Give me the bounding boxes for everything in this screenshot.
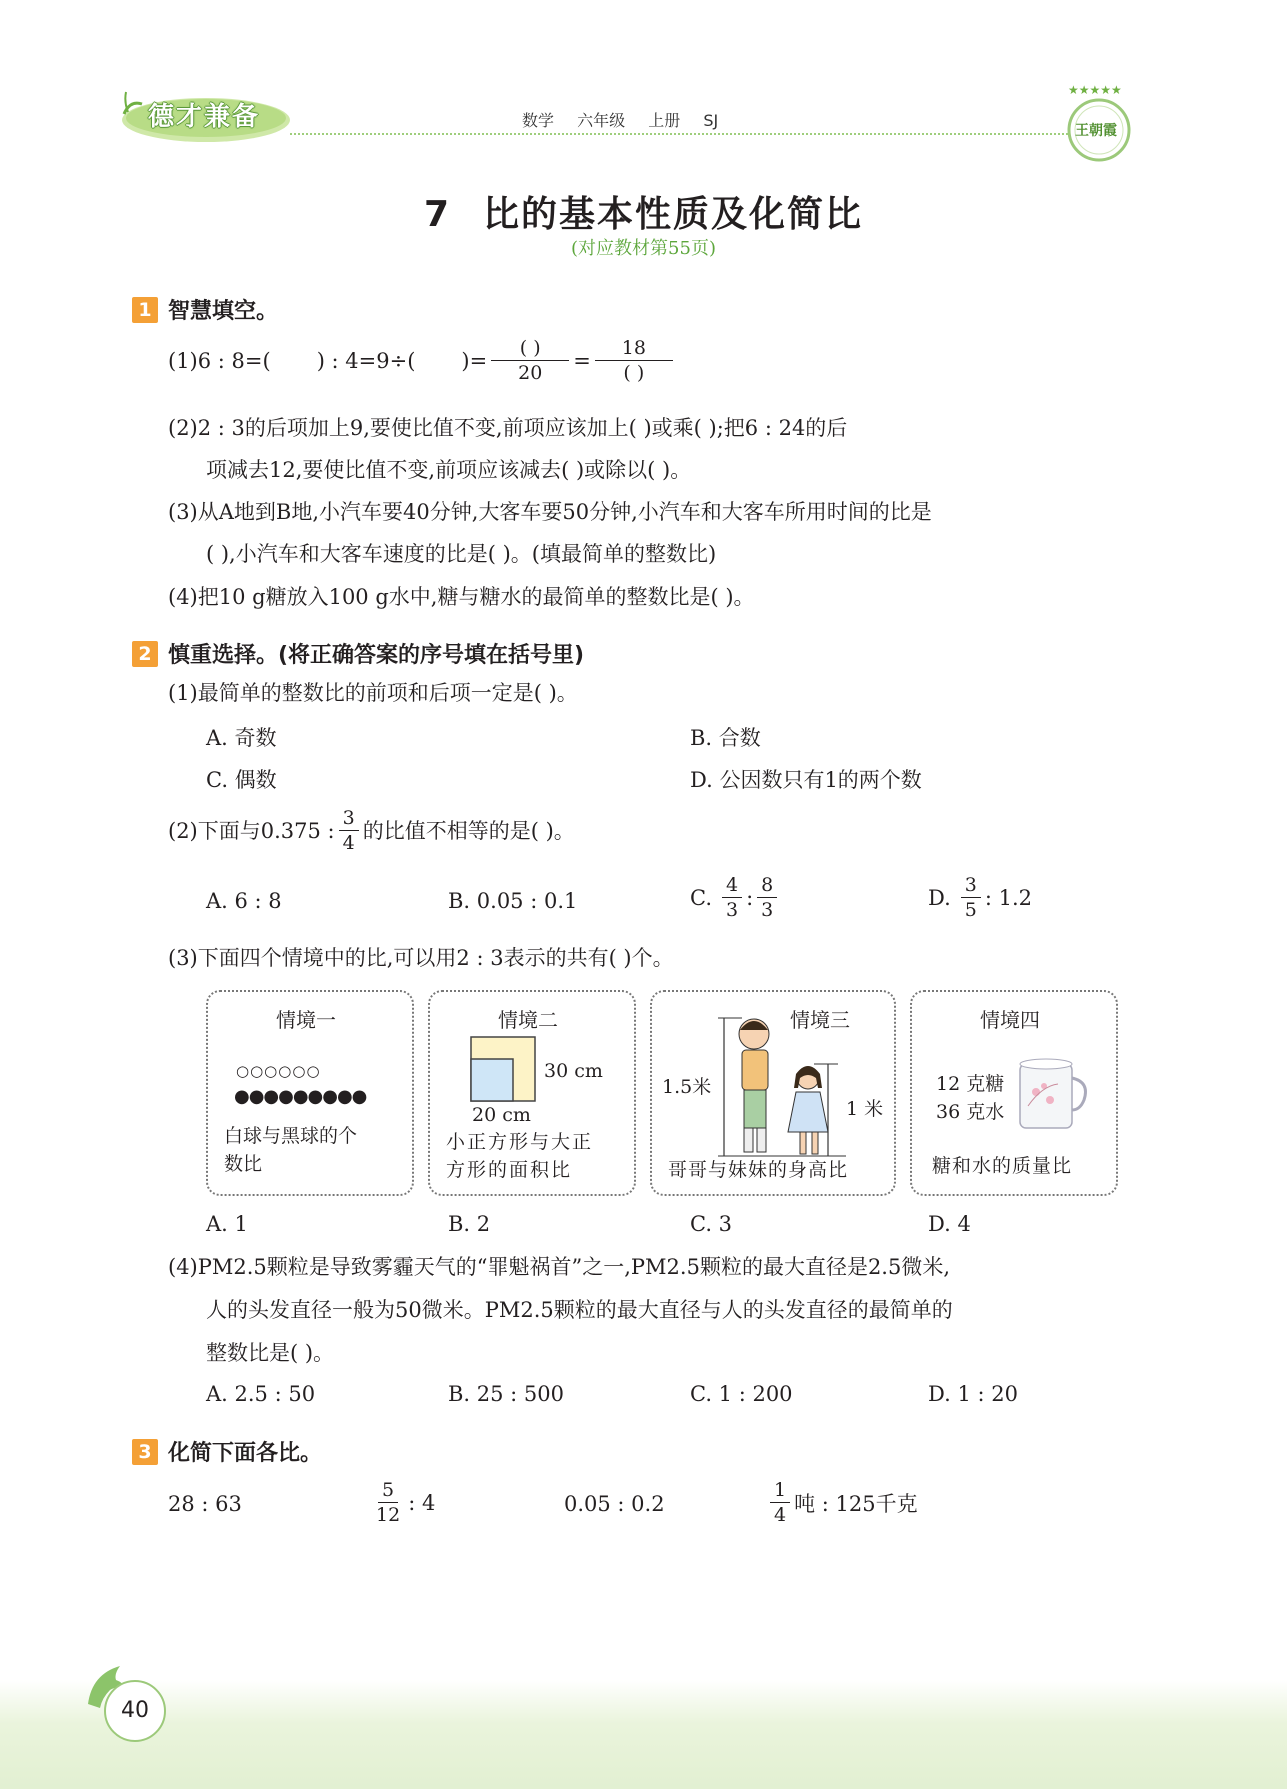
s2-q4-option-c: C. 1 : 200 bbox=[690, 1382, 793, 1406]
section2-title: 慎重选择。(将正确答案的序号填在括号里) bbox=[168, 643, 585, 668]
s2-q2-option-b: B. 0.05 : 0.1 bbox=[448, 889, 578, 913]
subject-label: 数学 bbox=[522, 111, 555, 130]
card-title: 情境一 bbox=[276, 1008, 336, 1032]
s2-q1-option-a: A. 奇数 bbox=[206, 726, 277, 750]
children-illustration-icon bbox=[716, 1012, 856, 1162]
s1-q4: (4)把10 g糖放入100 g水中,糖与糖水的最简单的整数比是( )。 bbox=[168, 585, 755, 609]
card-caption bbox=[224, 1122, 357, 1178]
card-title: 情境三 bbox=[790, 1008, 850, 1032]
card-title: 情境二 bbox=[498, 1008, 558, 1032]
fraction-denominator: 12 bbox=[376, 1504, 401, 1526]
s1-q1 bbox=[168, 336, 677, 385]
s3-expression-3: 0.05 : 0.2 bbox=[564, 1492, 665, 1516]
option-c-fraction1 bbox=[722, 873, 742, 922]
white-balls-icon: ○○○○○○ bbox=[236, 1062, 321, 1080]
fraction-denominator: 3 bbox=[726, 899, 739, 921]
s1-q1-fraction2 bbox=[595, 336, 673, 385]
grade-label: 六年级 bbox=[577, 111, 626, 130]
s2-q4-line2: 人的头发直径一般为50微米。PM2.5颗粒的最大直径与人的头发直径的最简单的 bbox=[206, 1298, 953, 1322]
section3-heading bbox=[132, 1436, 322, 1467]
section3-badge: 3 bbox=[132, 1439, 158, 1465]
section2-heading bbox=[132, 638, 584, 669]
caption-line: 数比 bbox=[224, 1153, 263, 1175]
fraction-denominator: 5 bbox=[964, 899, 977, 921]
fraction-denominator: 4 bbox=[342, 832, 355, 854]
sugar-water-labels bbox=[936, 1070, 1004, 1126]
black-balls-icon: ●●●●●●●●● bbox=[234, 1086, 367, 1107]
section2-badge: 2 bbox=[132, 641, 158, 667]
card-title: 情境四 bbox=[980, 1008, 1040, 1032]
card-caption: 哥哥与妹妹的身高比 bbox=[668, 1159, 849, 1181]
option-label: C. bbox=[690, 885, 712, 910]
s2-q4-line1: (4)PM2.5颗粒是导致雾霾天气的“罪魁祸首”之一,PM2.5颗粒的最大直径是2.5微米, bbox=[168, 1255, 951, 1279]
expr2-fraction bbox=[372, 1478, 404, 1527]
s2-q4-option-a: A. 2.5 : 50 bbox=[206, 1382, 316, 1406]
big-square-side: 30 cm bbox=[544, 1060, 603, 1082]
s2-q2-stem bbox=[168, 806, 575, 855]
footer-band bbox=[0, 1680, 1287, 1789]
edition-label: SJ bbox=[703, 111, 719, 130]
s1-q3-line1: (3)从A地到B地,小汽车要40分钟,大客车要50分钟,小汽车和大客车所用时间的比是 bbox=[168, 500, 932, 524]
textbook-reference: (对应教材第55页) bbox=[571, 238, 716, 259]
header-meta bbox=[522, 108, 736, 131]
s2-q3-option-b: B. 2 bbox=[448, 1212, 491, 1236]
squares-diagram-icon bbox=[470, 1036, 542, 1108]
fraction-numerator: 1 bbox=[770, 1478, 790, 1503]
s1-q2-line1: (2)2 : 3的后项加上9,要使比值不变,前项应该加上( )或乘( );把6 : 24的后 bbox=[168, 416, 848, 440]
fraction-denominator: 3 bbox=[761, 899, 774, 921]
expr4-fraction bbox=[770, 1478, 790, 1527]
brother-height: 1.5米 bbox=[662, 1076, 712, 1098]
s2-q2-option-c bbox=[690, 873, 781, 922]
s2-q2-stem-pre: (2)下面与0.375 : bbox=[168, 818, 335, 843]
section1-badge: 1 bbox=[132, 297, 158, 323]
s2-q4-option-b: B. 25 : 500 bbox=[448, 1382, 565, 1406]
s2-q1-option-c: C. 偶数 bbox=[206, 768, 277, 792]
s3-expression-1: 28 : 63 bbox=[168, 1492, 242, 1516]
card-caption bbox=[446, 1128, 593, 1184]
author-seal bbox=[1062, 80, 1136, 168]
section3-title: 化简下面各比。 bbox=[168, 1441, 323, 1466]
fraction-numerator: 3 bbox=[961, 873, 981, 898]
s2-q2-fraction bbox=[339, 806, 359, 855]
s2-q3-option-d: D. 4 bbox=[928, 1212, 971, 1236]
s1-q1-fraction1 bbox=[491, 336, 569, 385]
s2-q1-option-b: B. 合数 bbox=[690, 726, 761, 750]
s2-q1-option-d: D. 公因数只有1的两个数 bbox=[690, 768, 922, 792]
s1-q3-line2: ( ),小汽车和大客车速度的比是( )。(填最简单的整数比) bbox=[206, 542, 717, 566]
lesson-name: 比的基本性质及化简比 bbox=[483, 194, 864, 235]
situation-card-2 bbox=[428, 990, 636, 1196]
lesson-title bbox=[0, 186, 1287, 237]
s3-expression-2 bbox=[368, 1478, 435, 1527]
option-d-fraction bbox=[961, 873, 981, 922]
lesson-number: 7 bbox=[423, 194, 452, 235]
expr4-post: 吨 : 125千克 bbox=[794, 1491, 918, 1516]
s3-expression-4 bbox=[766, 1478, 918, 1527]
s1-q1-equals: = bbox=[573, 348, 591, 373]
caption-line: 白球与黑球的个 bbox=[224, 1125, 358, 1147]
fraction-numerator: 3 bbox=[339, 806, 359, 831]
s2-q2-option-d bbox=[928, 873, 1032, 922]
s2-q1-stem: (1)最简单的整数比的前项和后项一定是( )。 bbox=[168, 681, 578, 705]
volume-label: 上册 bbox=[648, 111, 681, 130]
brand-name: 德才兼备 bbox=[148, 102, 261, 132]
fraction-numerator: 5 bbox=[378, 1478, 398, 1503]
option-d-post: : 1.2 bbox=[984, 885, 1033, 910]
card-caption: 糖和水的质量比 bbox=[932, 1155, 1073, 1177]
cup-icon bbox=[1014, 1056, 1094, 1136]
situation-card-3 bbox=[650, 990, 896, 1196]
small-square-side: 20 cm bbox=[472, 1104, 531, 1126]
caption-line: 小正方形与大正 bbox=[446, 1131, 594, 1153]
s2-q2-stem-post: 的比值不相等的是( )。 bbox=[362, 818, 575, 843]
seal-text: 王朝霞 bbox=[1075, 123, 1117, 139]
fraction-denominator: 4 bbox=[774, 1504, 787, 1526]
s2-q3-option-a: A. 1 bbox=[206, 1212, 248, 1236]
option-label: D. bbox=[928, 885, 951, 910]
svg-text:★★★★★: ★★★★★ bbox=[1068, 83, 1122, 97]
s2-q3-stem: (3)下面四个情境中的比,可以用2 : 3表示的共有( )个。 bbox=[168, 946, 674, 970]
s2-q4-line3: 整数比是( )。 bbox=[206, 1341, 335, 1365]
caption-line: 方形的面积比 bbox=[446, 1159, 573, 1181]
situation-card-1 bbox=[206, 990, 414, 1196]
frac1-denominator: 20 bbox=[518, 362, 543, 384]
fraction-numerator: 4 bbox=[722, 873, 742, 898]
frac2-numerator: 18 bbox=[595, 336, 673, 361]
s2-q2-option-a: A. 6 : 8 bbox=[206, 889, 282, 913]
water-amount: 36 克水 bbox=[936, 1101, 1005, 1123]
fraction-numerator: 8 bbox=[757, 873, 777, 898]
header-divider bbox=[290, 133, 1080, 135]
s1-q1-mid1: ) : 4=9÷( bbox=[316, 348, 416, 373]
ratio-colon: : bbox=[746, 885, 754, 910]
section1-heading bbox=[132, 294, 278, 325]
s1-q2-line2: 项减去12,要使比值不变,前项应该减去( )或除以( )。 bbox=[206, 458, 692, 482]
page-number: 40 bbox=[104, 1680, 166, 1742]
sugar-amount: 12 克糖 bbox=[936, 1073, 1005, 1095]
s2-q4-option-d: D. 1 : 20 bbox=[928, 1382, 1018, 1406]
frac1-numerator: ( ) bbox=[491, 336, 569, 361]
s1-q1-mid2: )= bbox=[461, 348, 488, 373]
option-c-fraction2 bbox=[757, 873, 777, 922]
situation-card-4 bbox=[910, 990, 1118, 1196]
s2-q3-option-c: C. 3 bbox=[690, 1212, 733, 1236]
s1-q1-prefix: (1)6 : 8=( bbox=[168, 348, 271, 373]
section1-title: 智慧填空。 bbox=[168, 299, 279, 324]
frac2-denominator: ( ) bbox=[623, 362, 645, 384]
sister-height: 1 米 bbox=[846, 1098, 884, 1120]
expr2-post: : 4 bbox=[408, 1490, 436, 1515]
